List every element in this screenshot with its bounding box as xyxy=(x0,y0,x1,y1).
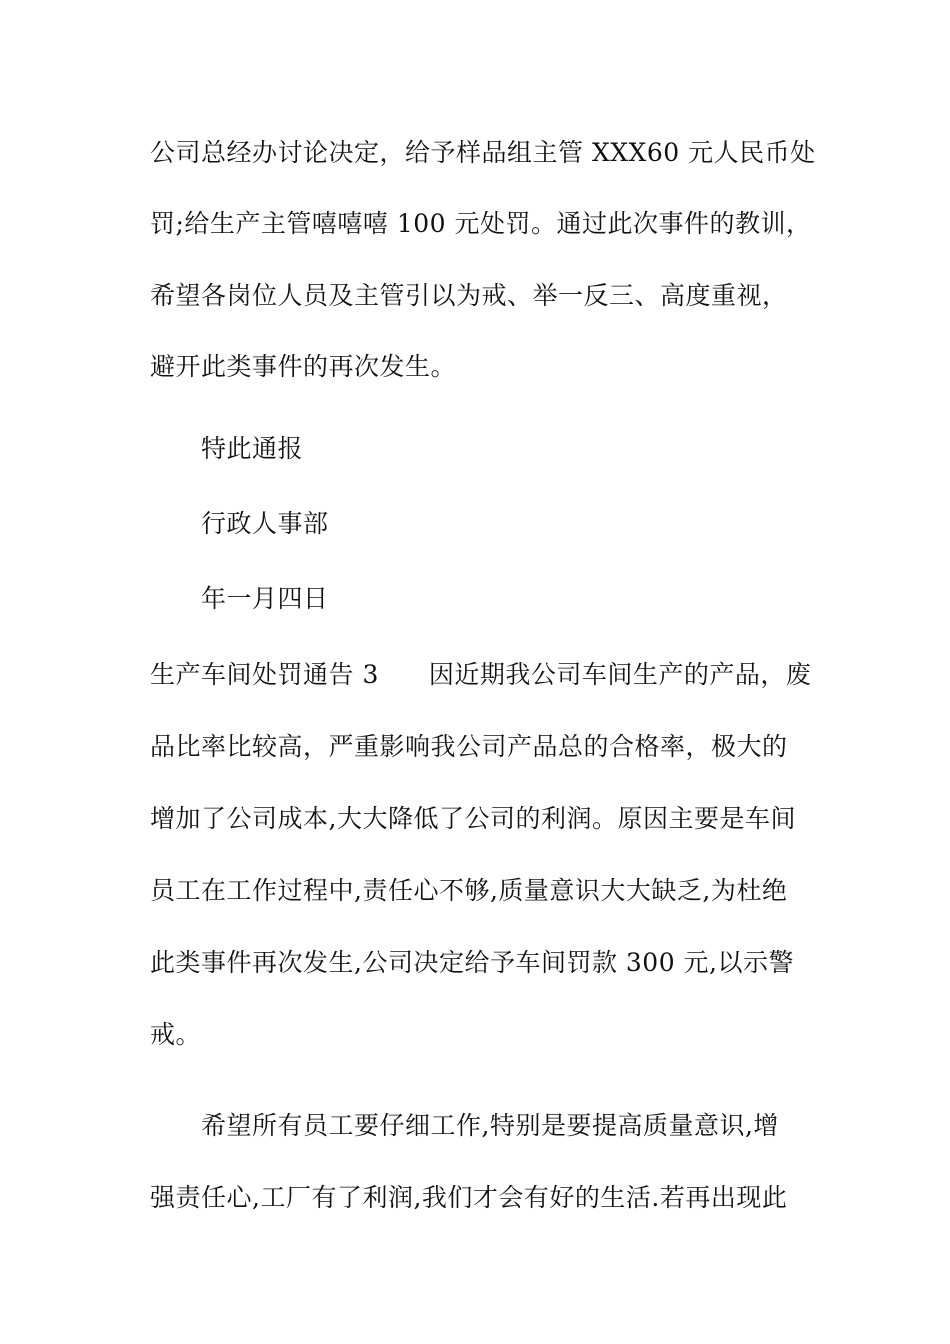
paragraph-line: 此类事件再次发生,公司决定给予车间罚款 300 元,以示警 xyxy=(150,948,795,977)
paragraph-line: 增加了公司成本,大大降低了公司的利润。原因主要是车间 xyxy=(150,804,796,833)
paragraph-line: 公司总经办讨论决定，给予样品组主管 XXX60 元人民币处 xyxy=(150,138,816,167)
paragraph-line: 员工在工作过程中,责任心不够,质量意识大大缺乏,为杜绝 xyxy=(150,876,788,905)
paragraph-line: 希望各岗位人员及主管引以为戒、举一反三、高度重视， xyxy=(150,281,788,310)
paragraph-line: 戒。 xyxy=(150,1020,202,1049)
notice-date: 年一月四日 xyxy=(201,584,329,613)
paragraph-line: 希望所有员工要仔细工作,特别是要提高质量意识,增 xyxy=(201,1111,779,1140)
paragraph-line: 避开此类事件的再次发生。 xyxy=(150,352,457,381)
notice-title-line xyxy=(150,658,811,692)
paragraph-line: 品比率比较高，严重影响我公司产品总的合格率，极大的 xyxy=(150,732,788,761)
paragraph-line: 强责任心,工厂有了利润,我们才会有好的生活.若再出现此 xyxy=(150,1183,788,1212)
notice-title: 生产车间处罚通告 3 xyxy=(150,660,379,689)
department-signature: 行政人事部 xyxy=(201,509,329,538)
notice-closing: 特此通报 xyxy=(201,434,304,463)
paragraph-line: 因近期我公司车间生产的产品，废 xyxy=(428,660,812,689)
paragraph-line: 罚;给生产主管嘻嘻嘻 100 元处罚。通过此次事件的教训， xyxy=(150,209,812,238)
